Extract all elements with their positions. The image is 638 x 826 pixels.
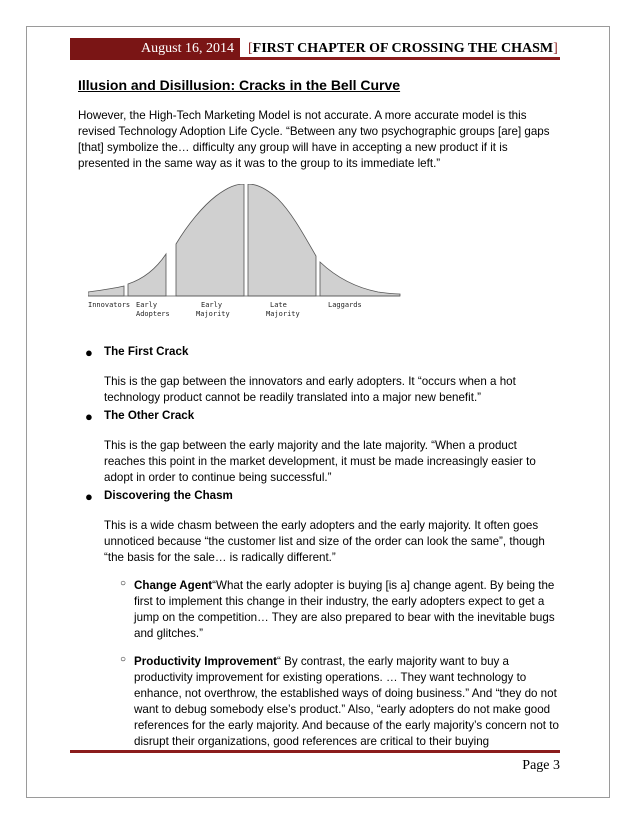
label-early-majority-1: Early xyxy=(201,301,223,309)
sub-list-item xyxy=(78,578,560,642)
bullet-heading: The Other Crack xyxy=(104,409,195,422)
sub-list-item xyxy=(78,654,560,750)
circle-bullet-icon: ○ xyxy=(120,578,127,589)
label-early-adopters-2: Adopters xyxy=(136,310,170,318)
bullet-text: This is a wide chasm between the early adopters and the early majority. It often goes unnoticed because “the customer list and size of the order can look the same”, though “the basis for the sale… is radically different.” xyxy=(104,519,545,564)
bullet-heading: Discovering the Chasm xyxy=(104,489,233,502)
bullet-list xyxy=(78,344,560,750)
laggards-segment xyxy=(320,262,400,296)
label-early-majority-2: Majority xyxy=(196,310,230,318)
early-adopters-segment xyxy=(128,254,166,296)
intro-paragraph: However, the High-Tech Marketing Model is not accurate. A more accurate model is this revised Technology Adoption Life Cycle. “Between any two psychographic groups [are] gaps [that] symbolize the… difficulty any group will have in accepting a new product if it is presented in the same way as it was to the group to its immediate left.” xyxy=(78,109,550,170)
label-early-adopters-1: Early xyxy=(136,301,158,309)
bullet-text: This is the gap between the early majority and the late majority. “When a product reaches this point in the market development, it must be made increasingly easier to adopt in order to continue being successful.” xyxy=(104,439,536,484)
header-open-bracket: [ xyxy=(248,41,253,56)
late-majority-segment xyxy=(248,184,316,296)
header-close-bracket: ] xyxy=(553,41,558,56)
sub-item-text: “What the early adopter is buying [is a] change agent. By being the first to implement this change in their industry, the early adopters expect to get a jump on the competition… They are also prepared to bear with the inevitable bugs and glitches.” xyxy=(134,579,555,640)
circle-bullet-icon: ○ xyxy=(120,654,127,665)
list-item xyxy=(78,344,560,406)
adoption-lifecycle-figure xyxy=(88,184,408,324)
innovators-segment xyxy=(88,286,124,296)
page-number: Page 3 xyxy=(522,758,560,773)
list-item xyxy=(78,408,560,486)
sub-item-heading: Productivity Improvement xyxy=(134,655,278,668)
header-date-text: August 16, 2014 xyxy=(141,41,234,56)
bullet-icon: ● xyxy=(85,409,93,424)
sub-item-heading: Change Agent xyxy=(134,579,213,592)
label-late-majority-2: Majority xyxy=(266,310,300,318)
label-laggards: Laggards xyxy=(328,301,362,309)
bullet-icon: ● xyxy=(85,345,93,360)
bullet-heading: The First Crack xyxy=(104,345,189,358)
section-title: Illusion and Disillusion: Cracks in the Bell Curve xyxy=(78,77,401,93)
label-innovators: Innovators xyxy=(88,301,131,309)
early-majority-segment xyxy=(176,184,244,296)
footer-rule xyxy=(70,750,560,753)
header-date xyxy=(70,38,240,60)
bell-curve-graphic xyxy=(88,184,408,304)
header-title-text: FIRST CHAPTER OF CROSSING THE CHASM xyxy=(252,41,554,56)
header-title xyxy=(248,38,558,60)
bullet-icon: ● xyxy=(85,489,93,504)
list-item xyxy=(78,488,560,566)
sub-item-body xyxy=(134,578,560,642)
sub-item-text: “ By contrast, the early majority want to buy a productivity improvement for existing operations. … They want technology to enhance, not overthrow, the established ways of doing business.” And “they do not want to debug somebody else’s product.” Also, “early adopters do not make good references for the early majority. And because of the early majority’s concern not to disrupt their organizations, good references are critical to their buying xyxy=(134,655,559,748)
bullet-text: This is the gap between the innovators and early adopters. It “occurs when a hot technology product cannot be readily translated into a major new benefit.” xyxy=(104,375,516,404)
label-late-majority-1: Late xyxy=(270,301,287,309)
sub-item-body xyxy=(134,654,560,750)
page-content xyxy=(78,76,560,750)
